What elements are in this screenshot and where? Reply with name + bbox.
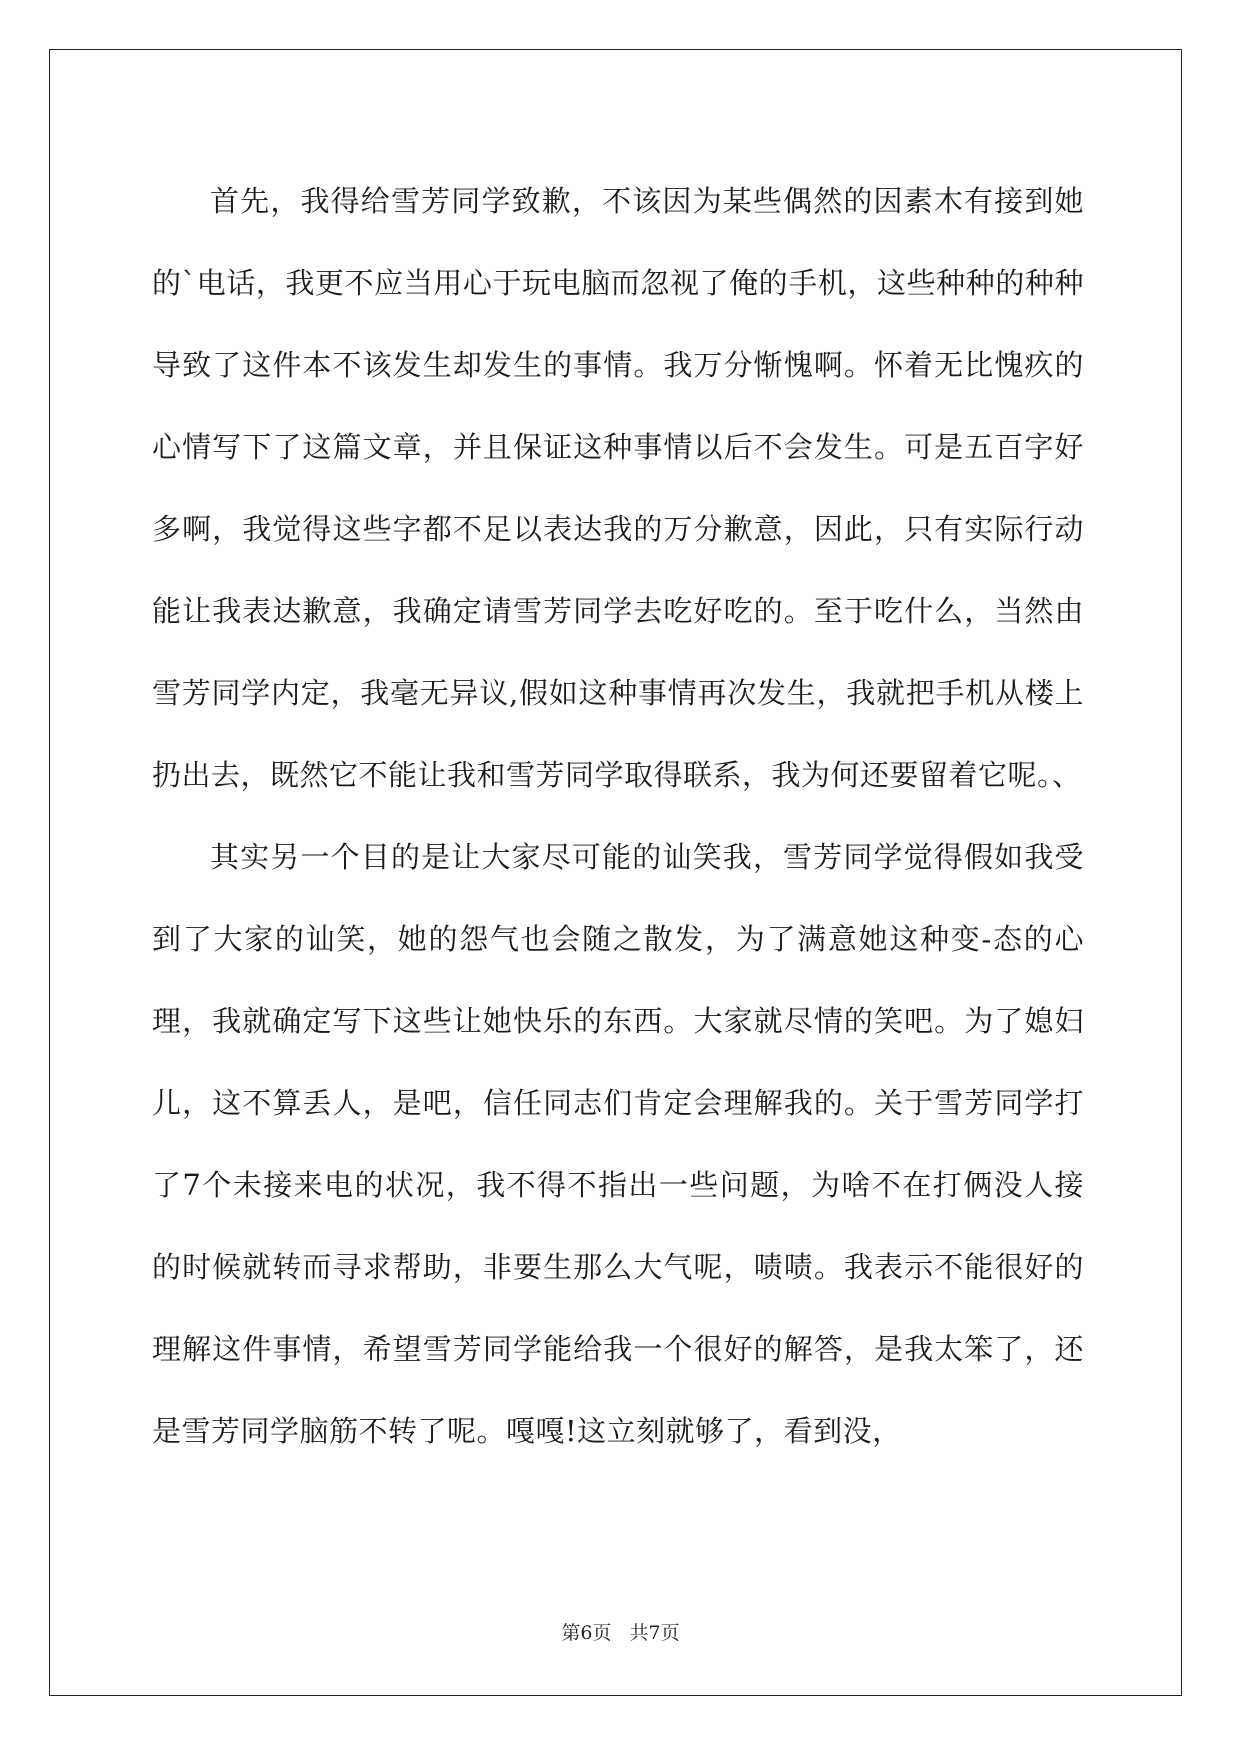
page-total: 共7页 xyxy=(629,1622,680,1644)
document-body xyxy=(152,160,1084,1472)
page-number: 第6页 xyxy=(561,1622,612,1644)
paragraph: 首先，我得给雪芳同学致歉，不该因为某些偶然的因素木有接到她的`电话，我更不应当用心于玩电脑而忽视了俺的手机，这些种种的种种导致了这件本不该发生却发生的事情。我万分惭愧啊。怀着无比愧疚的心情写下了这篇文章，并且保证这种事情以后不会发生。可是五百字好多啊，我觉得这些字都不足以表达我的万分歉意，因此，只有实际行动能让我表达歉意，我确定请雪芳同学去吃好吃的。至于吃什么，当然由雪芳同学内定，我毫无异议,假如这种事情再次发生，我就把手机从楼上扔出去，既然它不能让我和雪芳同学取得联系，我为何还要留着它呢。、 xyxy=(152,184,1084,792)
page-footer xyxy=(0,1618,1241,1645)
paragraph: 其实另一个目的是让大家尽可能的讪笑我，雪芳同学觉得假如我受到了大家的讪笑，她的怨气也会随之散发，为了满意她这种变-态的心理，我就确定写下这些让她快乐的东西。大家就尽情的笑吧。为了媳妇儿，这不算丢人，是吧，信任同志们肯定会理解我的。关于雪芳同学打了7个未接来电的状况，我不得不指出一些问题，为啥不在打俩没人接的时候就转而寻求帮助，非要生那么大气呢，啧啧。我表示不能很好的理解这件事情，希望雪芳同学能给我一个很好的解答，是我太笨了，还是雪芳同学脑筋不转了呢。嘎嘎!这立刻就够了，看到没， xyxy=(152,840,1084,1448)
